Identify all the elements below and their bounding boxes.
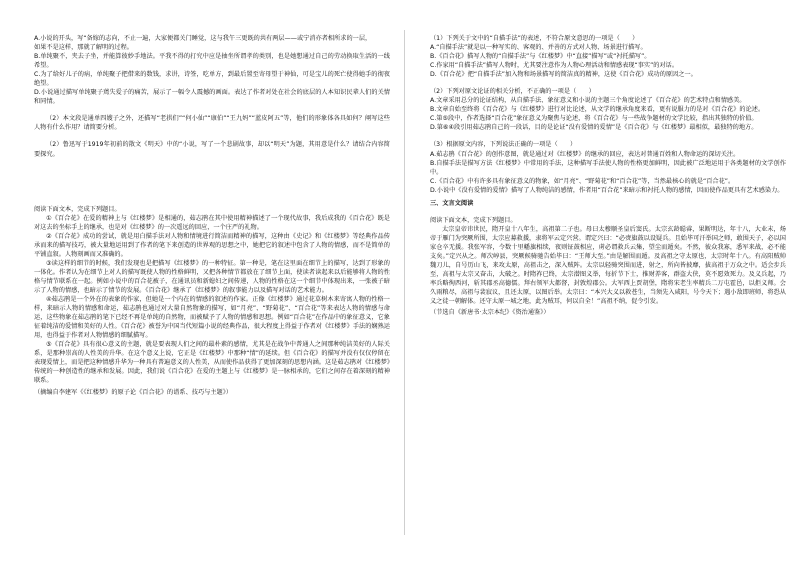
paragraph-4: ④茹志鹃是一个外在的表象的作家，但她是一个内在的情感的叙述的作家。正像《红楼梦》通过花草树木来寄寓人物的性格一样，来暗示人物的情感和命运，茹志鹃也通过对大量自然物象的描写，如“月亮”、“野菊花”、“百合花”等来表达人物的情感与命运，这些物象在茹志鹃的笔下已经不再是单纯的自然物，而被赋予了人物的情感和思想。例如“百合花”在作品中的象征意义，它象征着纯洁的爱情和美好的人性。《百合花》被誉为中国当代短篇小说的经典作品，很大程度上得益于作者对《红楼梦》手法的娴熟运用，也得益于作者对人物情感的细腻描写。	[34, 296, 390, 340]
right-column	[430, 34, 786, 317]
q1-option-d: D.《百合花》把“自描手法”加入物和场景描写的简洁真的精神，这使《百合花》成功的原因之一。	[430, 71, 697, 79]
q3-option-a: A.茹志鹃《百合花》的创作意图，就是通过对《红楼梦》的继承的回应，表达对普通百姓和人物命运的深切关注。	[430, 150, 740, 158]
option-b: B.单纯聚不，夹去子坐，并能算彼妙手地法。平我不得的打究中应是抽坐所谓孝的类别，也是她想通过自己的劳动换取生活的一线希望。	[34, 53, 390, 70]
question-1-title: （1）下列关于文中的“自描手法”的表述，不符合原文意思的一项是（ ）	[430, 35, 639, 42]
column-divider	[404, 30, 405, 535]
option-a-line1: A.小说的开头，写“备嫁的志向，不止一遍，大家便都关门睡觉，这与我午三更既的共有两层——或宁消亦者相所求的一层，	[34, 35, 372, 42]
source-note: （摘编自李建军《《红楼梦》的原子论《百合花》的谱系、技巧与主题》）	[34, 388, 232, 396]
q2-option-d: D.第⑥④段引用茹志鹃自己的一段话，目的是论证“没有爱情的爱情”是《百合花》与《红楼梦》最相似，最独特的地方。	[430, 124, 758, 132]
paragraph-2: ②《百合花》成功的尝试，就是用白描手法对人物和情境进行简洁而精神的描写，这种由《史记》和《红楼梦》等经典作品传承而来的描写技巧，被大量地运用到了作者的笔下来创造的世界观的思想之中，她把它的叙述中包含了人物的情感，而不是简单的平铺直叙。人物刻画而又准确的。	[34, 232, 390, 258]
question-3-title: （3）根据原文内容，下列说法正确的一项是（ ）	[430, 141, 577, 149]
q2-option-c: C.第⑤段中，作者选择“百合花”象征意义为聚焦与论述，将《百合花》与一些战争题材的文学比较，指出其独特的价值。	[430, 115, 758, 123]
option-c: C.为了给好儿子的病，单纯聚子把借来的数钱，求讲，诗签，吃单方，到最后置至寄母望于神仙，可是宝儿的死亡使得她手的彻夜绝望。	[34, 71, 390, 88]
q3-option-c: C.《百合花》中有许多具有象征意义的物象，如“月亮”、“野菊花”和“百合花”等，当然最核心的就是“百合花”。	[430, 177, 735, 185]
q3-option-b: B.自描手法是描写方法《红楼梦》中常用的手法，这种描写手法使人物的性格更加鲜明，因此被广泛地运用于各类题材的文学创作中。	[430, 159, 786, 176]
section-heading-classical: 三、文言文阅读	[430, 199, 474, 207]
classical-source: （节选自《新唐书·太宗本纪》《资治通鉴》）	[430, 309, 550, 317]
option-a-line2: 如果不是这样，那就了解明的过程。	[34, 44, 133, 52]
q2-option-a: A.文章采用总分的论证结构，从自描手法、象征意义和小说的主题三个角度论述了《百合花》的艺术特点和情感美。	[430, 97, 746, 105]
q3-option-d: D.小说中《没有爱情的爱情》描写了人物纯洁的感情，作者用“百合花”来暗示和衬托人物的感情，因而使作品更具有艺术感染力。	[430, 186, 784, 194]
q1-option-a: A.“自描手法”就是以一种写实的、客观的、并善的方式对人物、场景进行描写。	[430, 44, 647, 52]
left-column	[34, 34, 390, 397]
paragraph-5: ⑤《百合花》具有很心意义的主题，就是要表现人们之间的最朴素的感情，尤其是在战争中普通人之间那种纯洁美好的人际关系，是那种崇高的人性美的升华。在这个意义上说，它正是《红楼梦》中那种“情”的延续。但《百合花》的描写并没有仅仅停留在表现爱情上，而是把这种情感升华为一种具有普遍意义的人性美，从而使作品获得了更加深刻的思想内涵。这是茹志鹃对《红楼梦》传统的一种创造性的继承和发展。因此，我们说《百合花》在爱的主题上与《红楼梦》是一脉相承的，它们之间存在着深刻的精神联系。	[34, 341, 390, 385]
question-9: （2）鲁迅写于1919年初前的散文《明天》中的“小说，写了一个悲剧故事，却以“明天”为题，其用意是什么？请结合内容简要探究。	[34, 141, 390, 158]
paragraph-3: ③读这样的细节的时候，我们发现也是把描写《红楼梦》的一种特征。第一种是，笔在这里面在细节上的描写，达到了形象的一体化。作者认为在细节上对人的描写既使人物的性格鲜明，又把各种情节都放在了细节上面，使读者读起来以后能够将人物的性格与情节联系在一起。例如小说中的百合花被子，在通讯员和新媳妇之间传递，人物的性格在这一个细节中体现出来，一张被子暗示了人物的情感，也暗示了情节的发展。《百合花》继承了《红楼梦》的叙事能力以及描写对话的艺术能力。	[34, 259, 390, 294]
question-2-title: （2）下列对原文论证的相关分析，不正确的一项是（ ）	[430, 88, 595, 96]
q1-option-b: B.《百合花》描写人物的“自描手法”与《红楼梦》中“直接”描写”或“衬托描写”。	[430, 53, 651, 61]
classical-passage: 太宗皇帝讳世民，隋开皇十八年生，高祖第二子也。母曰太穆顺圣皇后窦氏。太宗玄龄聪睿，果断明达，年十八，大业末，炀帝于雁门为突厥所围，太宗应募救援，隶将军云定兴营。谓定兴曰：“必赍旗鼓以设疑兵。且始毕可汗举国之师，敢围天子，必以国家仓卒无援。我张军容，令数十里幡旗相续，夜则钲鼓相应，虏必谓救兵云集，望尘而遁矣。不然，彼众我寡，悉军来战，必不能支矣。”定兴从之。师次崞县，突厥候骑驰告始毕曰：“王师大至。”由是解围而遁。及高祖之守太原也，太宗时年十八。有高阳贼帅魏刀儿，自号历山飞，来攻太原，高祖击之，深入贼阵。太宗以轻骑突围而进，射之，所向皆披靡，拔高祖于万众之中。适会步兵至，高祖与太宗又奋击，大破之。时隋祚已终，太宗潜图义举，每折节下士，推财养客，群盗大侠，莫不愿效死力。及义兵起，乃率兵略徇西河，斩其郡丞高德儒。拜右领军大都督，封敦煌郡公。大军西上贾胡堡，隋将宋老生率精兵二万屯霍邑，以拒义师。会久雨粮尽，高祖与裴寂议，且还太原，以图后举。太宗曰：“本兴大义以救苍生，当须先入咸阳，号令天下；遇小敌即班师，将恐从义之徒一朝解体。还守太原一城之地，此为贼耳，何以自全！”高祖不纳，促令引发。	[430, 225, 786, 306]
classical-intro: 阅读下面文本，完成下列题目。	[430, 216, 517, 224]
paragraph-1: ①《百合花》在爱的精神上与《红楼梦》是相通的，茹志鹃在其中使用精神描述了一个现代故事，我后成我的《百合花》既是对这去的坐标手上的继承，也是对《红楼梦》的一次遥远的回应，一个庄严的礼物。	[34, 214, 390, 231]
q2-option-b: B.文章自始至终将《百合花》与《红楼梦》进行对比论述，从文学的继承角度来看，更有说服力的是对《百合花》的论述。	[430, 106, 765, 114]
question-8: （2）本文段是通单四嫂子之外，还描写“老拱们”“何小仙”“康伯”“王九妈”“蓝皮阿五”等，他们的形象体各具如何？阐写这些人物有什么作用？请简要分析。	[34, 115, 390, 132]
q1-option-c: C.作家用“自描手法”描写人物时，尤其要注意作为人物心理活动和情感表现“事实”的对话。	[430, 62, 679, 70]
option-d: D.小说通过描写单纯聚子蔫失爱子的痛苦，展示了一幅令人震撼的画面。表达了作者对处在社会的底层的人本知识民辈人们的关情和同情。	[34, 89, 390, 106]
reading-intro: 阅读下面文本，完成下列题目。	[34, 205, 121, 213]
